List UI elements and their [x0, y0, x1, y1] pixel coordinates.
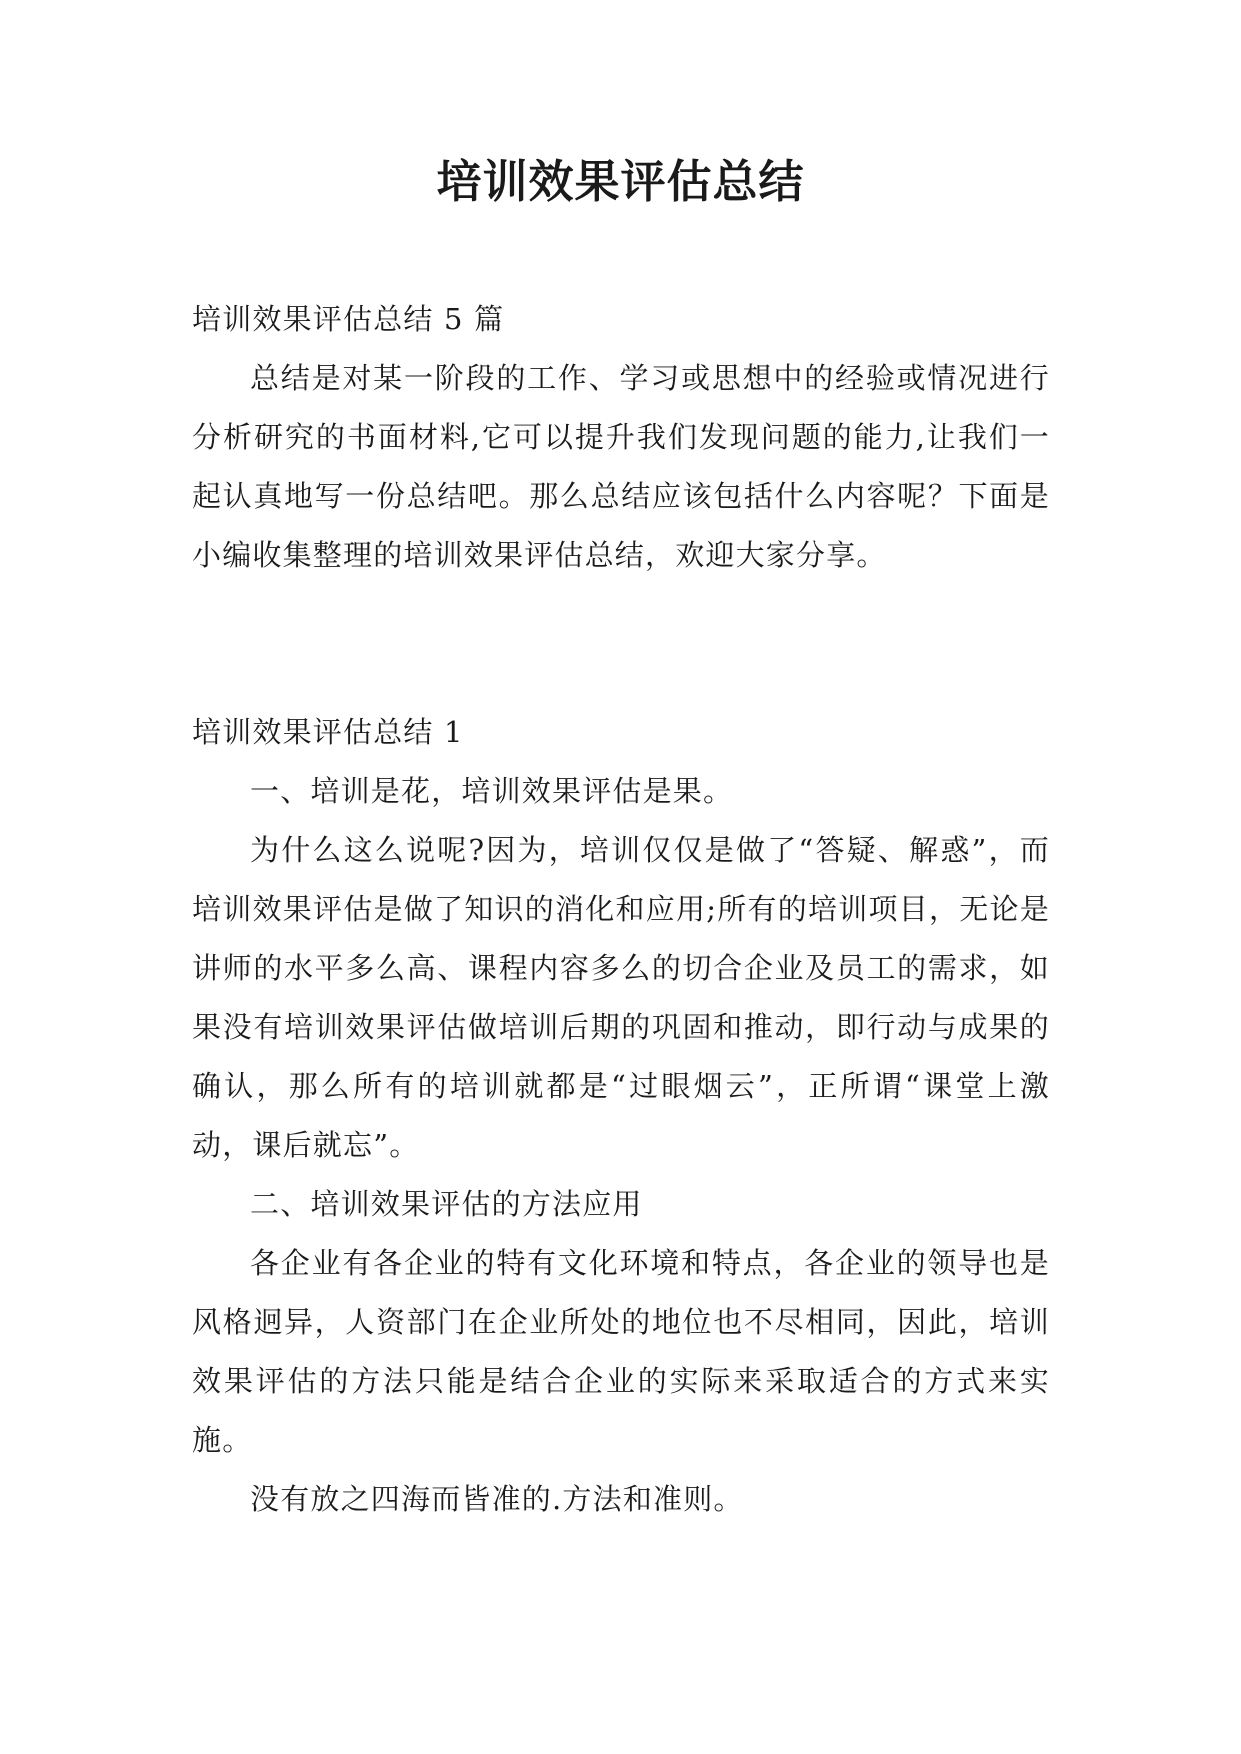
- document-title: 培训效果评估总结: [436, 155, 805, 208]
- section-heading: 培训效果评估总结 1: [192, 715, 464, 749]
- point-heading-2: 二、培训效果评估的方法应用: [250, 1187, 643, 1221]
- point-note-2: 没有放之四海而皆准的.方法和准则。: [250, 1482, 744, 1516]
- document-subtitle: 培训效果评估总结 5 篇: [192, 302, 505, 336]
- intro-paragraph: 总结是对某一阶段的工作、学习或思想中的经验或情况进行分析研究的书面材料,它可以提升我们发现问题的能力,让我们一起认真地写一份总结吧。那么总结应该包括什么内容呢？下面是小编收集整理的培训效果评估总结，欢迎大家分享。: [192, 361, 1050, 572]
- point-heading-1: 一、培训是花，培训效果评估是果。: [250, 774, 734, 808]
- point-paragraph-1: 为什么这么说呢?因为，培训仅仅是做了“答疑、解惑”，而培训效果评估是做了知识的消化和应用;所有的培训项目，无论是讲师的水平多么高、课程内容多么的切合企业及员工的需求，如果没有培训效果评估做培训后期的巩固和推动，即行动与成果的确认，那么所有的培训就都是“过眼烟云”，正所谓“课堂上激动，课后就忘”。: [192, 833, 1050, 1162]
- document-body: [192, 290, 1050, 1529]
- point-paragraph-2: 各企业有各企业的特有文化环境和特点，各企业的领导也是风格迥异，人资部门在企业所处的地位也不尽相同，因此，培训效果评估的方法只能是结合企业的实际来采取适合的方式来实施。: [192, 1246, 1050, 1457]
